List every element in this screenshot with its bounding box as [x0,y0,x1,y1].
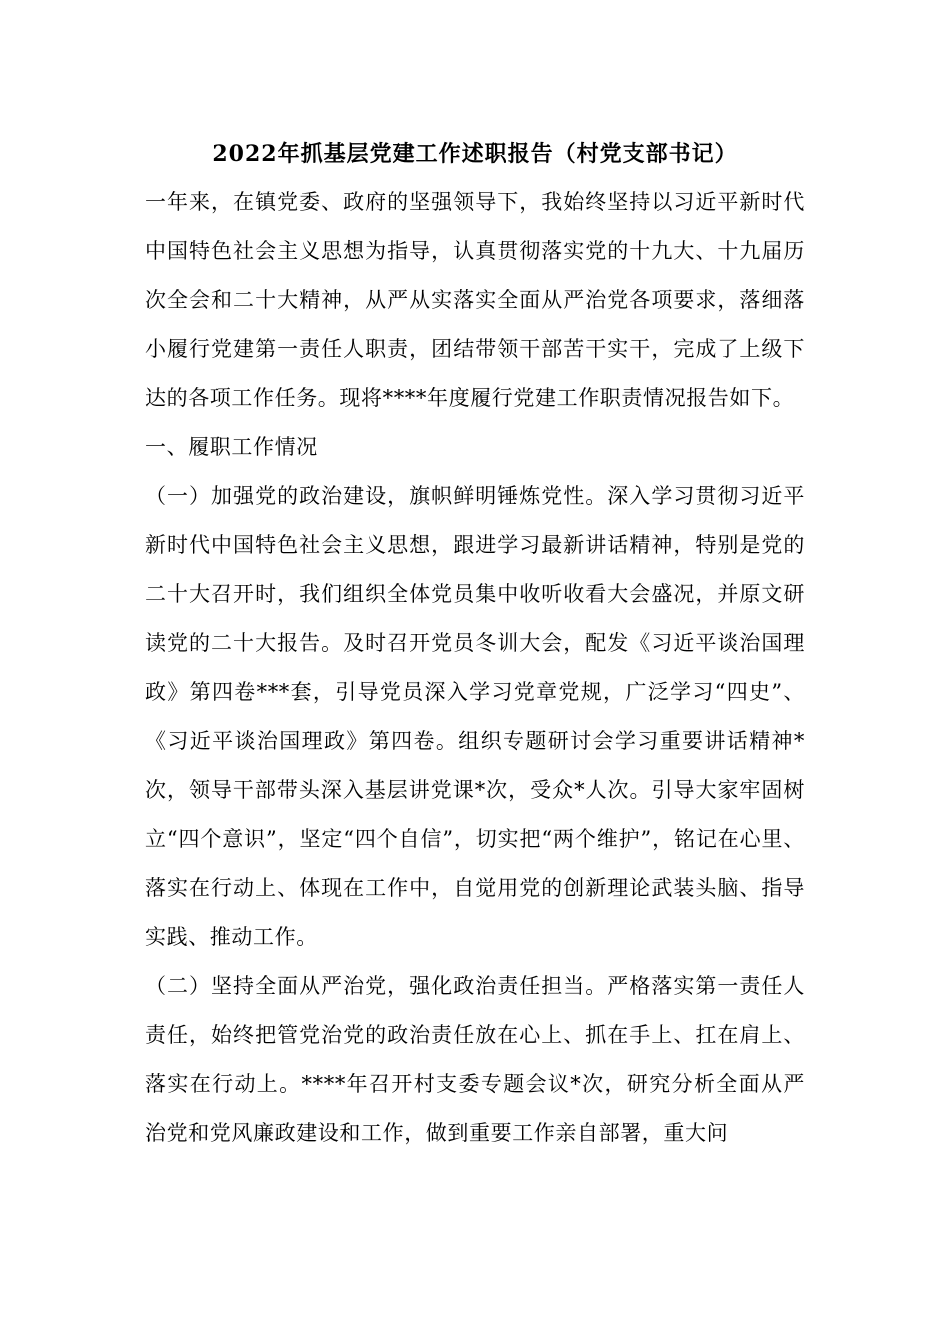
document-body [145,178,805,1158]
section-heading: 一、履职工作情况 [145,435,318,459]
intro-paragraph: 一年来，在镇党委、政府的坚强领导下，我始终坚持以习近平新时代中国特色社会主义思想为指导，认真贯彻落实党的十九大、十九届历次全会和二十大精神，从严从实落实全面从严治党各项要求，落细落小履行党建第一责任人职责，团结带领干部苦干实干，完成了上级下达的各项工作任务。现将****年度履行党建工作职责情况报告如下。 [145,190,805,410]
paragraph-strict-governance: （二）坚持全面从严治党，强化政治责任担当。严格落实第一责任人责任，始终把管党治党的政治责任放在心上、抓在手上、扛在肩上、落实在行动上。****年召开村支委专题会议*次，研究分析全面从严治党和党风廉政建设和工作，做到重要工作亲自部署，重大问 [145,974,805,1145]
paragraph-political-building: （一）加强党的政治建设，旗帜鲜明锤炼党性。深入学习贯彻习近平新时代中国特色社会主义思想，跟进学习最新讲话精神，特别是党的二十大召开时，我们组织全体党员集中收听收看大会盛况，并原文研读党的二十大报告。及时召开党员冬训大会，配发《习近平谈治国理政》第四卷***套，引导党员深入学习党章党规，广泛学习“四史”、《习近平谈治国理政》第四卷。组织专题研讨会学习重要讲话精神*次，领导干部带头深入基层讲党课*次，受众*人次。引导大家牢固树立“四个意识”，坚定“四个自信”，切实把“两个维护”，铭记在心里、落实在行动上、体现在工作中，自觉用党的创新理论武装头脑、指导实践、推动工作。 [145,484,805,949]
document-title: 2022年抓基层党建工作述职报告（村党支部书记） [212,141,738,167]
